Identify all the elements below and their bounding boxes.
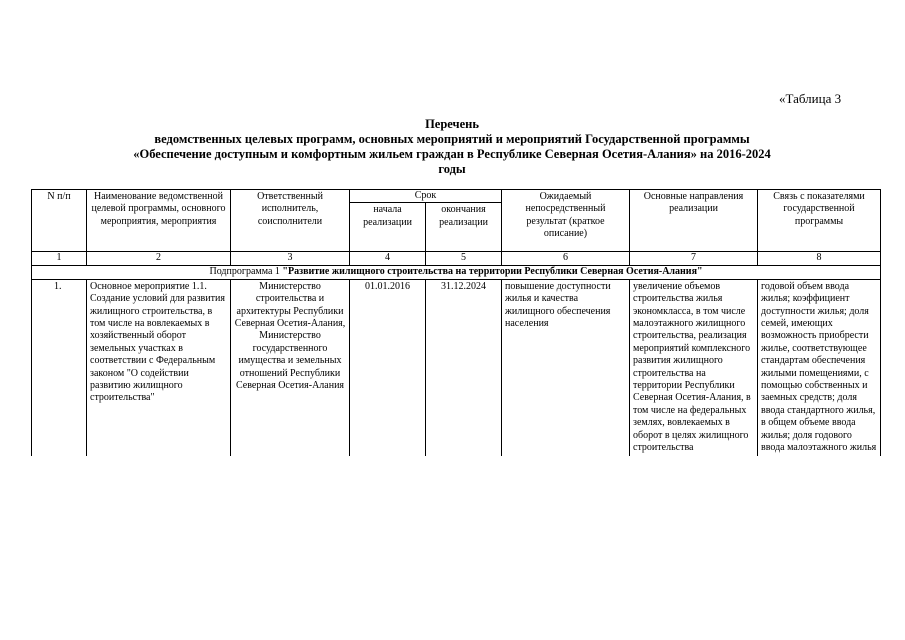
column-number: 5 xyxy=(426,252,502,265)
header-directions: Основные направления реализации xyxy=(630,190,758,252)
subprogram-row xyxy=(32,265,881,279)
column-numbers-row xyxy=(32,252,881,265)
header-link: Связь с показателями государственной программы xyxy=(758,190,881,252)
document-title xyxy=(40,117,864,177)
header-num: N п/п xyxy=(32,190,87,252)
header-result: Ожидаемый непосредственный результат (краткое описание) xyxy=(502,190,630,252)
subprogram-prefix: Подпрограмма 1 xyxy=(209,265,283,277)
programs-table xyxy=(31,189,881,456)
table-reference: «Таблица 3 xyxy=(779,91,842,106)
row-end: 31.12.2024 xyxy=(426,279,502,455)
title-line-2: ведомственных целевых программ, основных мероприятий и мероприятий Государственной программы xyxy=(154,132,750,146)
column-number: 4 xyxy=(350,252,426,265)
row-link: годовой объем ввода жилья; коэффициент доступности жилья; доля семей, имеющих возможность приобрести жилье, соответствующее стандартам обеспечения жилыми помещениями, с помощью собственных и заемных средств; доля ввода стандартного жилья, в общем объеме ввода жилья; доля годового ввода малоэтажного жилья xyxy=(758,279,881,455)
row-result: повышение доступности жилья и качества жилищного обеспечения населения xyxy=(502,279,630,455)
header-row xyxy=(32,190,881,203)
column-number: 7 xyxy=(630,252,758,265)
header-term: Срок xyxy=(350,190,502,203)
row-num: 1. xyxy=(32,279,87,455)
header-end: окончания реализации xyxy=(426,203,502,252)
title-line-4: годы xyxy=(438,162,466,176)
header-start: начала реализации xyxy=(350,203,426,252)
subprogram-cell xyxy=(32,265,881,279)
subprogram-name: "Развитие жилищного строительства на территории Республики Северная Осетия-Алания" xyxy=(282,265,703,277)
row-responsible: Министерство строительства и архитектуры Республики Северная Осетия-Алания, Министерство государственного имущества и земельных отношений Республики Северная Осетия-Алания xyxy=(231,279,350,455)
header-name: Наименование ведомственной целевой программы, основного мероприятия, мероприятия xyxy=(87,190,231,252)
column-number: 3 xyxy=(231,252,350,265)
title-line-1: Перечень xyxy=(425,117,479,131)
column-number: 2 xyxy=(87,252,231,265)
table-row xyxy=(32,279,881,455)
row-start: 01.01.2016 xyxy=(350,279,426,455)
title-line-3: «Обеспечение доступным и комфортным жильем граждан в Республике Северная Осетия-Алания» на 2016-2024 xyxy=(133,147,771,161)
column-number: 6 xyxy=(502,252,630,265)
row-directions: увеличение объемов строительства жилья экономкласса, в том числе малоэтажного жилищного строительства, реализация мероприятий комплексного развития жилищного строительства на территории Республики Северная Осетия-Алания, в том числе на федеральных землях, вовлекаемых в оборот в целях жилищного строительства xyxy=(630,279,758,455)
column-number: 8 xyxy=(758,252,881,265)
column-number: 1 xyxy=(32,252,87,265)
row-name: Основное мероприятие 1.1. Создание условий для развития жилищного строительства, в том числе на вовлекаемых в хозяйственный оборот земельных участках в соответствии с Федеральным законом "О содействии развитию жилищного строительства" xyxy=(87,279,231,455)
header-responsible: Ответственный исполнитель, соисполнители xyxy=(231,190,350,252)
